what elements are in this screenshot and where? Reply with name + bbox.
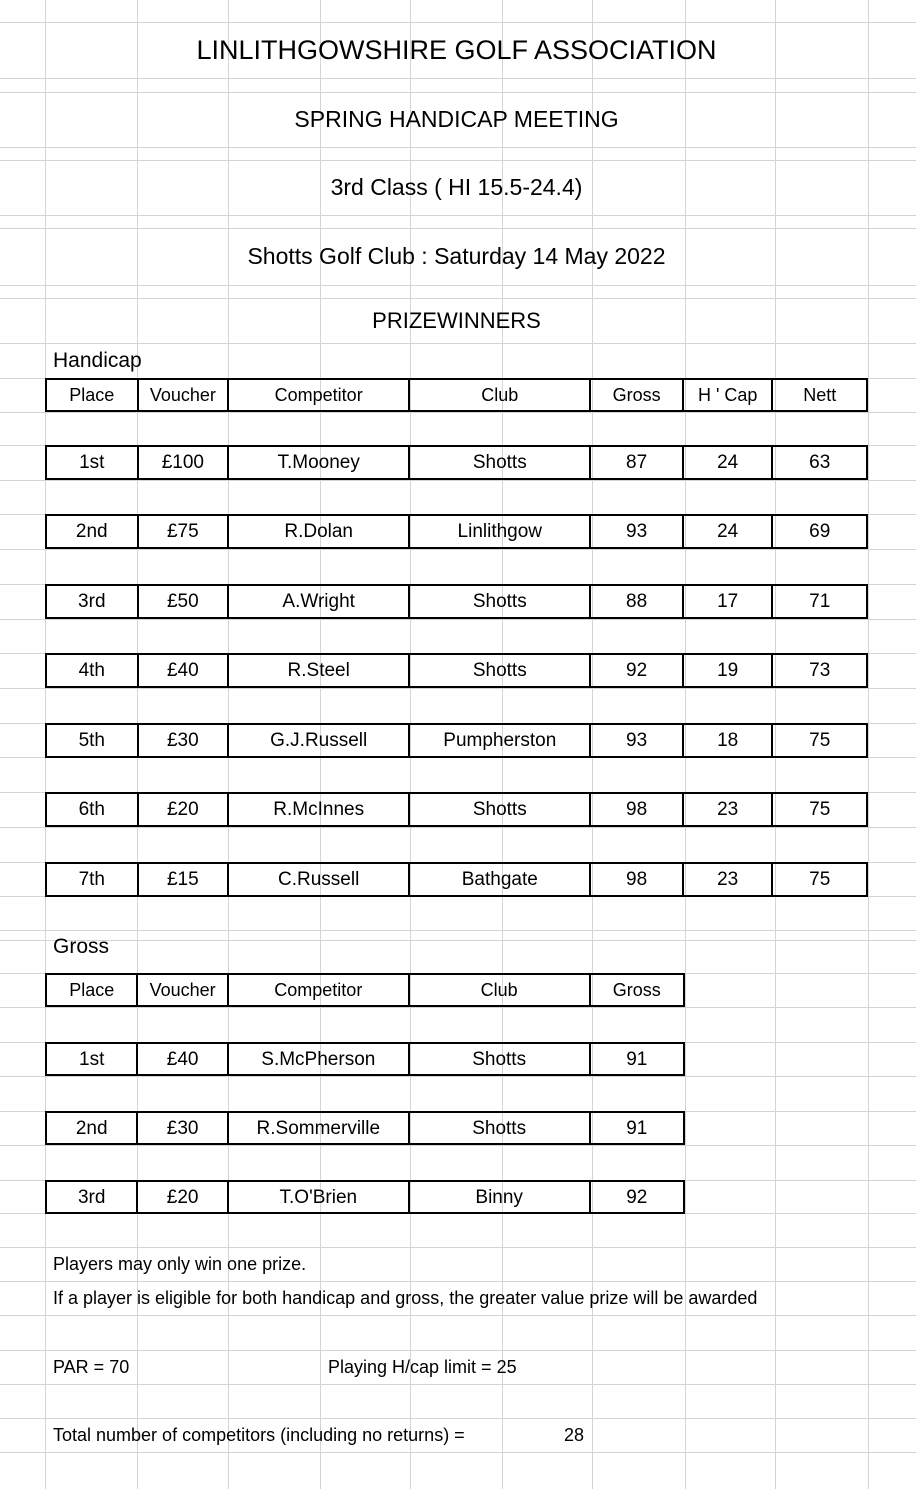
handicap-cell-competitor: C.Russell: [229, 864, 410, 895]
handicap-cell-voucher: £75: [139, 516, 230, 547]
gross-table-row: [45, 1111, 685, 1145]
handicap-table-row: [45, 445, 868, 480]
handicap-cell-gross: 92: [591, 655, 684, 686]
gross-cell-gross: 91: [626, 1048, 648, 1070]
handicap-cell-hcap: 23: [684, 794, 774, 825]
gross-header-competitor: Competitor: [229, 975, 410, 1005]
handicap-cell-competitor: R.McInnes: [229, 794, 410, 825]
handicap-cell-nett: 63: [809, 452, 831, 473]
handicap-table-row: [45, 862, 868, 897]
handicap-cell-voucher: £40: [139, 655, 230, 686]
handicap-cell-gross: 88: [591, 586, 684, 617]
gridline-horizontal: [0, 549, 916, 550]
gross-cell-gross: 91: [626, 1117, 648, 1139]
gross-cell-club: Shotts: [410, 1044, 591, 1074]
handicap-cell-voucher: £100: [139, 447, 230, 478]
total-competitors-label: Total number of competitors (including no returns) =: [53, 1425, 465, 1445]
gross-cell-club: Shotts: [410, 1113, 591, 1143]
handicap-cell-place: 1st: [47, 447, 139, 478]
meeting-title: SPRING HANDICAP MEETING: [294, 106, 619, 132]
handicap-cell-place: 4th: [47, 655, 139, 686]
handicap-cell-club: Bathgate: [410, 864, 591, 895]
handicap-table-header-row: [45, 378, 868, 412]
handicap-cell-gross: 87: [591, 447, 684, 478]
handicap-header-nett: Nett: [803, 385, 837, 405]
gross-table-row: [45, 1042, 685, 1076]
gridline-horizontal: [0, 1384, 916, 1385]
handicap-cell-hcap: 18: [684, 725, 774, 756]
handicap-cell-club: Shotts: [410, 655, 591, 686]
handicap-cell-voucher: £15: [139, 864, 230, 895]
gross-section-label: Gross: [53, 935, 110, 958]
handicap-cell-nett: 75: [809, 799, 831, 820]
handicap-cell-gross: 93: [591, 725, 684, 756]
handicap-cell-gross: 93: [591, 516, 684, 547]
handicap-cell-competitor: G.J.Russell: [229, 725, 410, 756]
handicap-cell-nett: 71: [809, 591, 831, 612]
prizewinners-title: PRIZEWINNERS: [372, 307, 541, 333]
gross-header-gross: Gross: [612, 980, 661, 1000]
gross-header-club: Club: [410, 975, 591, 1005]
handicap-header-place: Place: [47, 380, 139, 410]
handicap-cell-voucher: £20: [139, 794, 230, 825]
gross-cell-voucher: £20: [138, 1182, 228, 1212]
gridline-horizontal: [0, 480, 916, 481]
gridline-horizontal: [0, 412, 916, 413]
handicap-cell-hcap: 24: [684, 447, 774, 478]
gridline-horizontal: [0, 285, 916, 286]
gross-cell-place: 2nd: [47, 1113, 138, 1143]
gridline-horizontal: [0, 78, 916, 79]
handicap-cell-club: Pumpherston: [410, 725, 591, 756]
gross-cell-competitor: S.McPherson: [229, 1044, 410, 1074]
gridline-horizontal: [0, 688, 916, 689]
handicap-cell-place: 6th: [47, 794, 139, 825]
gross-cell-gross: 92: [626, 1186, 648, 1208]
handicap-header-voucher: Voucher: [139, 380, 230, 410]
handicap-cell-club: Linlithgow: [410, 516, 591, 547]
handicap-cell-competitor: R.Steel: [229, 655, 410, 686]
gridline-horizontal: [0, 619, 916, 620]
gross-header-voucher: Voucher: [138, 975, 228, 1005]
handicap-cell-voucher: £50: [139, 586, 230, 617]
handicap-cell-nett: 75: [809, 730, 831, 751]
gridline-horizontal: [0, 827, 916, 828]
gridline-vertical: [868, 0, 869, 1489]
handicap-cell-place: 3rd: [47, 586, 139, 617]
gridline-horizontal: [0, 1145, 916, 1146]
handicap-header-competitor: Competitor: [229, 380, 410, 410]
handicap-cell-hcap: 23: [684, 864, 774, 895]
handicap-header-hcap: H ' Cap: [684, 380, 774, 410]
gross-header-place: Place: [47, 975, 138, 1005]
gross-cell-place: 1st: [47, 1044, 138, 1074]
gridline-horizontal: [0, 215, 916, 216]
handicap-cell-place: 5th: [47, 725, 139, 756]
note-one-prize: Players may only win one prize.: [53, 1254, 307, 1274]
gridline-horizontal: [0, 1315, 916, 1316]
handicap-header-gross: Gross: [591, 380, 684, 410]
handicap-cell-voucher: £30: [139, 725, 230, 756]
handicap-cell-hcap: 24: [684, 516, 774, 547]
gridline-horizontal: [0, 1007, 916, 1008]
gross-cell-place: 3rd: [47, 1182, 138, 1212]
handicap-cell-hcap: 17: [684, 586, 774, 617]
handicap-cell-place: 7th: [47, 864, 139, 895]
total-competitors-value: 28: [563, 1425, 584, 1445]
gridline-horizontal: [0, 1076, 916, 1077]
handicap-cell-club: Shotts: [410, 447, 591, 478]
class-title: 3rd Class ( HI 15.5-24.4): [330, 174, 583, 200]
handicap-cell-competitor: T.Mooney: [229, 447, 410, 478]
gridline-horizontal: [0, 1452, 916, 1453]
page-title: LINLITHGOWSHIRE GOLF ASSOCIATION: [196, 34, 717, 65]
playing-hcap-limit-label: Playing H/cap limit = 25: [328, 1357, 517, 1377]
handicap-section-label: Handicap: [53, 349, 142, 372]
handicap-table-row: [45, 653, 868, 688]
gross-cell-club: Binny: [410, 1182, 591, 1212]
handicap-cell-gross: 98: [591, 794, 684, 825]
venue-title: Shotts Golf Club : Saturday 14 May 2022: [247, 243, 666, 269]
handicap-cell-nett: 73: [809, 660, 831, 681]
handicap-cell-nett: 69: [809, 521, 831, 542]
handicap-cell-hcap: 19: [684, 655, 774, 686]
handicap-cell-nett: 75: [809, 869, 831, 890]
handicap-cell-competitor: R.Dolan: [229, 516, 410, 547]
handicap-table-row: [45, 514, 868, 549]
handicap-cell-club: Shotts: [410, 586, 591, 617]
handicap-table-row: [45, 584, 868, 619]
gross-cell-competitor: T.O'Brien: [229, 1182, 410, 1212]
handicap-cell-gross: 98: [591, 864, 684, 895]
handicap-table-row: [45, 792, 868, 827]
handicap-cell-competitor: A.Wright: [229, 586, 410, 617]
gross-table-row: [45, 1180, 685, 1214]
gross-cell-competitor: R.Sommerville: [229, 1113, 410, 1143]
handicap-cell-place: 2nd: [47, 516, 139, 547]
gridline-horizontal: [0, 147, 916, 148]
note-eligibility: If a player is eligible for both handicap and gross, the greater value prize will be awarded: [53, 1288, 758, 1308]
gross-cell-voucher: £40: [138, 1044, 228, 1074]
gross-cell-voucher: £30: [138, 1113, 228, 1143]
handicap-table-row: [45, 723, 868, 758]
handicap-header-club: Club: [410, 380, 591, 410]
par-label: PAR = 70: [53, 1357, 130, 1377]
handicap-cell-club: Shotts: [410, 794, 591, 825]
gross-table-header-row: [45, 973, 685, 1007]
